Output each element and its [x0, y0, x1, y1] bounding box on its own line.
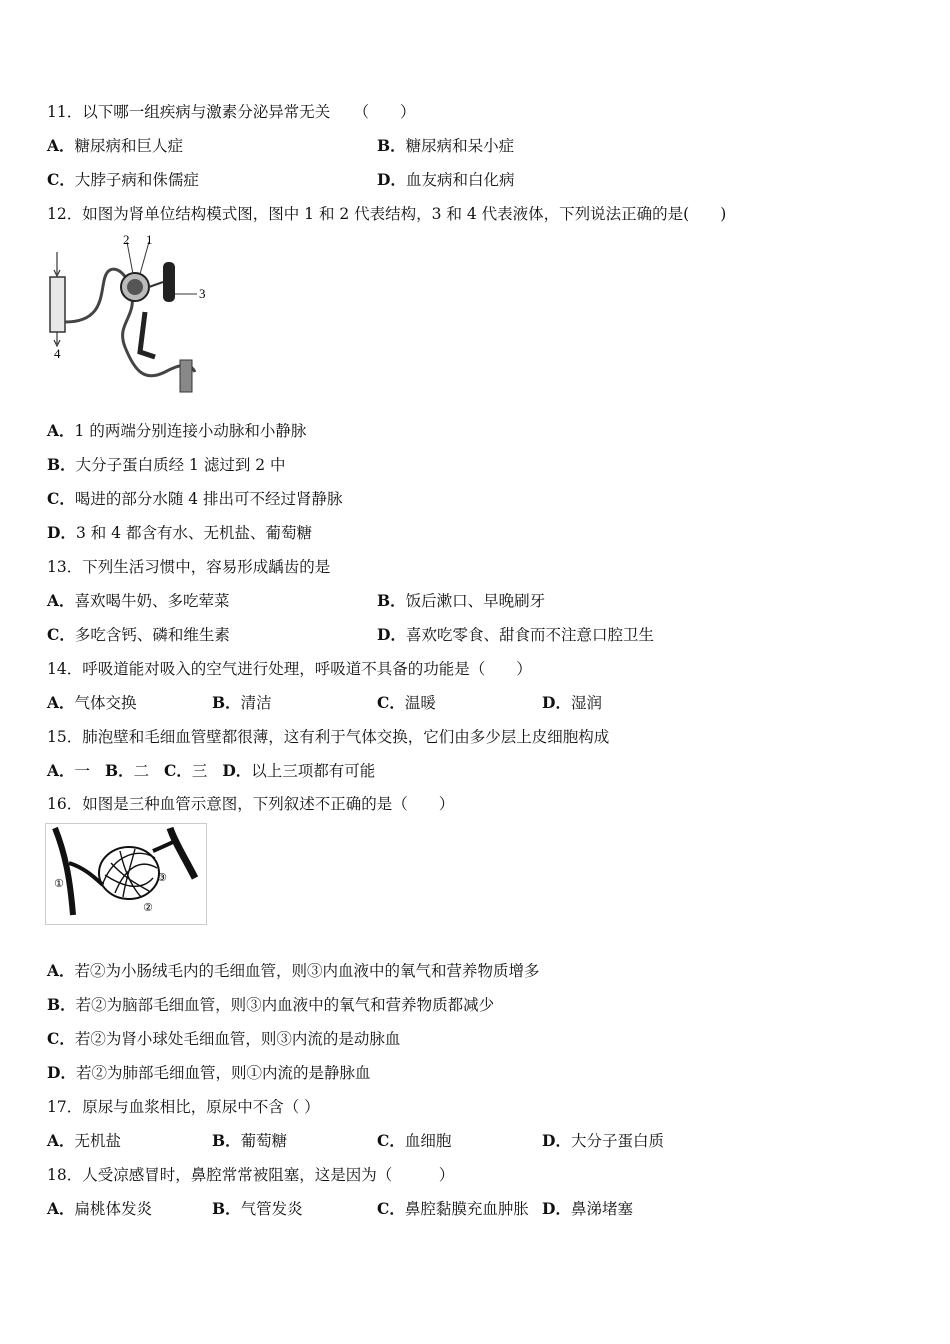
peritubular-vessel [140, 312, 155, 357]
q17-option-a [47, 1131, 121, 1151]
option-letter: C． [47, 170, 75, 189]
option-letter: D． [377, 170, 406, 189]
q13-option-a [47, 591, 230, 611]
option-letter: A． [47, 761, 75, 780]
option-letter: D． [542, 693, 571, 712]
option-letter: D． [542, 1131, 571, 1150]
q18-option-b [212, 1199, 303, 1219]
option-letter: A． [47, 591, 75, 610]
q13-option-c [47, 625, 230, 645]
q14-option-d [542, 693, 602, 713]
option-letter: C． [47, 489, 75, 508]
option-letter: D． [377, 625, 406, 644]
option-text: 葡萄糖 [240, 1132, 288, 1150]
vein-branch [153, 841, 175, 851]
option-letter: A． [47, 136, 75, 155]
option-letter: B． [104, 761, 134, 780]
artery-branch [69, 863, 103, 885]
option-text: 血细胞 [404, 1132, 452, 1150]
option-text: 若②为肾小球处毛细血管，则③内流的是动脉血 [74, 1030, 401, 1048]
option-text: 大分子蛋白质经 1 滤过到 2 中 [75, 456, 286, 474]
q12-option-d [47, 523, 312, 543]
q12-option-b [47, 455, 286, 475]
option-text: 多吃含钙、磷和维生素 [74, 626, 230, 644]
option-letter: A． [47, 1199, 75, 1218]
q16-option-d [47, 1063, 370, 1083]
q18-option-d [542, 1199, 633, 1219]
option-text: 若②为肺部毛细血管，则①内流的是静脉血 [75, 1064, 371, 1082]
q16-option-b [47, 995, 494, 1015]
option-letter: C． [377, 693, 405, 712]
blood-vessels-diagram [45, 823, 207, 925]
label-circled-2: ② [143, 901, 153, 914]
q14-option-a [47, 693, 137, 713]
artery [55, 828, 73, 915]
question-18-stem: 18．人受凉感冒时，鼻腔常常被阻塞，这是因为（ ） [47, 1166, 455, 1184]
q14-option-c [377, 693, 436, 713]
q17-option-c [377, 1131, 451, 1151]
option-letter: A． [47, 1131, 75, 1150]
option-letter: C． [47, 625, 75, 644]
glomerulus [127, 279, 143, 295]
question-17-stem: 17．原尿与血浆相比，原尿中不含（ ） [47, 1098, 320, 1116]
q15-options-row [47, 761, 375, 781]
option-text: 血友病和白化病 [405, 171, 515, 189]
option-letter: C． [377, 1199, 405, 1218]
q12-option-a [47, 421, 306, 441]
renal-vein [180, 360, 192, 392]
option-letter: B． [47, 995, 76, 1014]
option-letter: A． [47, 961, 75, 980]
option-text: 湿润 [570, 694, 602, 712]
label-circled-1: ① [54, 877, 64, 890]
option-text: 鼻涕堵塞 [570, 1200, 633, 1218]
option-text: 喜欢喝牛奶、多吃荤菜 [74, 592, 230, 610]
q12-option-c [47, 489, 343, 509]
q13-option-d [377, 625, 654, 645]
option-text: 3 和 4 都含有水、无机盐、葡萄糖 [75, 524, 312, 542]
capillary-mesh [103, 849, 157, 897]
question-15-stem: 15．肺泡壁和毛细血管壁都很薄，这有利于气体交换，它们由多少层上皮细胞构成 [47, 728, 610, 746]
blood-vessel [163, 262, 175, 302]
vessel-link [149, 282, 163, 287]
q11-option-c [47, 170, 199, 190]
option-text: 大分子蛋白质 [570, 1132, 664, 1150]
option-letter: A． [47, 693, 75, 712]
option-text: 清洁 [240, 694, 272, 712]
option-letter: C． [164, 761, 192, 780]
option-text: 一 [74, 762, 91, 780]
option-letter: C． [377, 1131, 405, 1150]
q17-option-d [542, 1131, 664, 1151]
option-text: 若②为脑部毛细血管，则③内血液中的氧气和营养物质都减少 [75, 996, 495, 1014]
option-letter: B． [377, 136, 406, 155]
option-text: 气体交换 [74, 694, 137, 712]
label-3: 3 [199, 286, 206, 301]
collecting-duct [50, 277, 65, 332]
option-text: 鼻腔黏膜充血肿胀 [404, 1200, 529, 1218]
q17-option-b [212, 1131, 287, 1151]
option-text: 1 的两端分别连接小动脉和小静脉 [74, 422, 307, 440]
label-2: 2 [123, 232, 130, 247]
label-1: 1 [146, 232, 153, 247]
option-letter: A． [47, 421, 75, 440]
option-text: 糖尿病和巨人症 [74, 137, 184, 155]
q13-option-b [377, 591, 545, 611]
option-text: 三 [191, 762, 208, 780]
q16-option-c [47, 1029, 400, 1049]
q18-option-c [377, 1199, 529, 1219]
q11-option-d [377, 170, 514, 190]
option-letter: D． [222, 761, 252, 780]
option-text: 喝进的部分水随 4 排出可不经过肾静脉 [74, 490, 343, 508]
option-text: 气管发炎 [240, 1200, 303, 1218]
option-text: 以上三项都有可能 [251, 762, 376, 780]
option-letter: B． [212, 693, 241, 712]
q11-option-a [47, 136, 183, 156]
option-text: 温暖 [404, 694, 436, 712]
vein [170, 828, 195, 878]
q11-option-b [377, 136, 514, 156]
option-letter: C． [47, 1029, 75, 1048]
option-letter: B． [212, 1131, 241, 1150]
option-letter: B． [377, 591, 406, 610]
question-12-stem: 12．如图为肾单位结构模式图，图中 1 和 2 代表结构，3 和 4 代表液体，下列说法正确的是( ) [47, 205, 727, 223]
q18-option-a [47, 1199, 152, 1219]
option-letter: D． [542, 1199, 571, 1218]
option-letter: B． [47, 455, 76, 474]
q16-option-a [47, 961, 540, 981]
question-14-stem: 14．呼吸道能对吸入的空气进行处理，呼吸道不具备的功能是（ ） [47, 660, 532, 678]
question-11-stem: 11．以下哪一组疾病与激素分泌异常无关 （ ） [47, 103, 416, 121]
label-4: 4 [54, 346, 61, 361]
label-circled-3: ③ [157, 871, 167, 884]
question-16-stem: 16．如图是三种血管示意图，下列叙述不正确的是（ ） [47, 795, 455, 813]
renal-tubule [65, 269, 130, 322]
option-text: 喜欢吃零食、甜食而不注意口腔卫生 [405, 626, 654, 644]
option-text: 大脖子病和侏儒症 [74, 171, 199, 189]
option-text: 无机盐 [74, 1132, 122, 1150]
nephron-diagram [45, 232, 215, 394]
option-text: 若②为小肠绒毛内的毛细血管，则③内血液中的氧气和营养物质增多 [74, 962, 540, 980]
question-13-stem: 13．下列生活习惯中，容易形成龋齿的是 [47, 558, 331, 576]
option-letter: D． [47, 1063, 76, 1082]
option-text: 糖尿病和呆小症 [405, 137, 515, 155]
option-text: 扁桃体发炎 [74, 1200, 153, 1218]
option-letter: D． [47, 523, 76, 542]
option-text: 饭后漱口、早晚刷牙 [405, 592, 546, 610]
q14-option-b [212, 693, 272, 713]
option-letter: B． [212, 1199, 241, 1218]
option-text: 二 [133, 762, 150, 780]
